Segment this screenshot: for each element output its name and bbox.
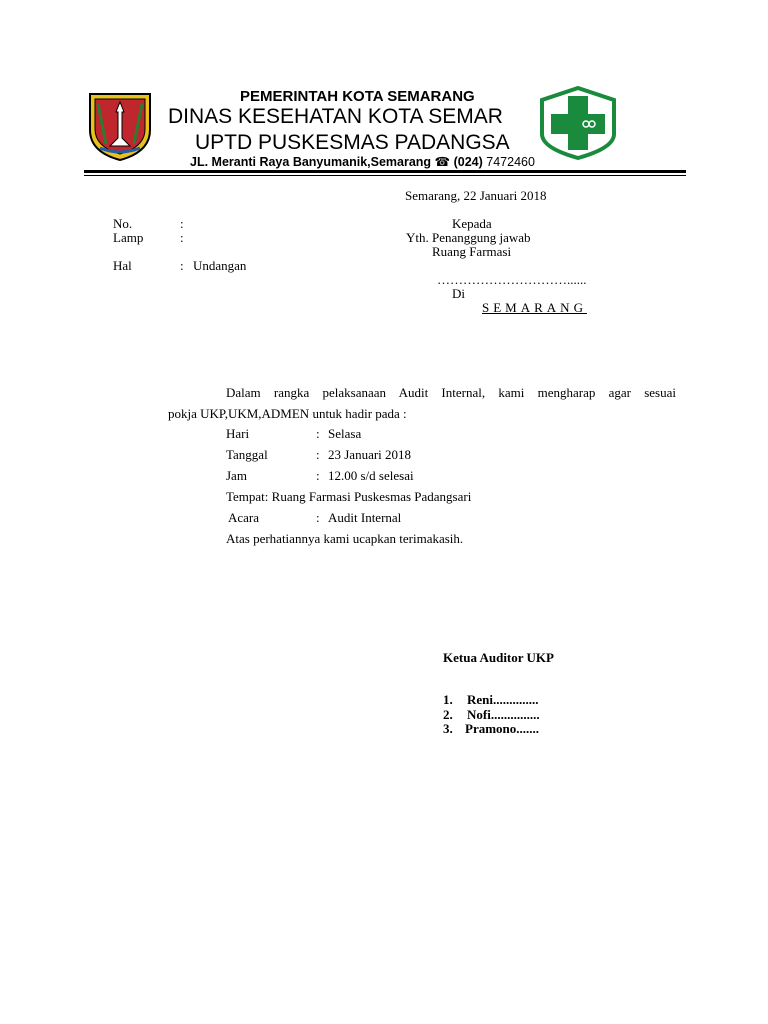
detail-label-tanggal: Tanggal	[226, 447, 268, 462]
signatory-num-3: 3.	[443, 721, 453, 736]
recipient-di: Di	[452, 286, 465, 301]
signatory-name-3: Pramono.......	[465, 721, 540, 736]
place-date: Semarang, 22 Januari 2018	[405, 188, 547, 203]
signatory-num-2: 2.	[443, 707, 453, 722]
detail-sep-tanggal: :	[316, 447, 320, 462]
letterhead-unit: UPTD PUSKESMAS PADANGSA	[195, 131, 510, 154]
letterhead-rule-thin	[84, 175, 686, 176]
detail-tempat: Tempat: Ruang Farmasi Puskesmas Padangsari	[226, 489, 472, 504]
meta-value-hal: Undangan	[193, 258, 247, 273]
body-line-1: Dalam rangka pelaksanaan Audit Internal, kami mengharap agar sesuai	[226, 385, 676, 400]
signatory-name-1: Reni..............	[467, 692, 539, 707]
meta-label-no: No.	[113, 216, 133, 231]
phone-icon: ☎	[434, 155, 451, 169]
signatory-name-2: Nofi...............	[467, 707, 540, 722]
body-paragraph	[168, 382, 676, 424]
recipient-yth: Yth. Penanggung jawab	[406, 230, 531, 245]
meta-sep-no: :	[180, 216, 184, 231]
detail-value-tanggal: 23 Januari 2018	[328, 447, 412, 462]
meta-sep-hal: :	[180, 258, 184, 273]
phone-code: (024)	[453, 155, 483, 169]
recipient-kepada: Kepada	[452, 216, 492, 231]
detail-label-hari: Hari	[226, 426, 250, 441]
recipient-unit: Ruang Farmasi	[432, 244, 512, 259]
signatory-num-1: 1.	[443, 692, 453, 707]
detail-sep-hari: :	[316, 426, 320, 441]
body-line-2: pokja UKP,UKM,ADMEN untuk hadir pada :	[168, 406, 407, 421]
meta-sep-lamp: :	[180, 230, 184, 245]
recipient-city: SEMARANG	[482, 300, 587, 315]
letterhead-agency: DINAS KESEHATAN KOTA SEMAR	[168, 105, 503, 128]
semarang-emblem-icon	[86, 90, 154, 162]
recipient-dots: …………………………......	[437, 272, 587, 287]
detail-sep-acara: :	[316, 510, 320, 525]
meta-label-lamp: Lamp	[113, 230, 144, 245]
puskesmas-logo-icon	[538, 86, 618, 160]
signatory-title: Ketua Auditor UKP	[443, 650, 554, 665]
detail-value-hari: Selasa	[328, 426, 362, 441]
detail-value-acara: Audit Internal	[328, 510, 402, 525]
letterhead-address-line	[190, 154, 535, 169]
detail-label-acara: Acara	[228, 510, 260, 525]
address-text: JL. Meranti Raya Banyumanik,Semarang	[190, 155, 432, 169]
letterhead-rule-thick	[84, 170, 686, 173]
detail-sep-jam: :	[316, 468, 320, 483]
phone-number: 7472460	[486, 155, 535, 169]
letterhead-government: PEMERINTAH KOTA SEMARANG	[240, 88, 475, 105]
detail-value-jam: 12.00 s/d selesai	[328, 468, 414, 483]
detail-label-jam: Jam	[226, 468, 247, 483]
meta-label-hal: Hal	[113, 258, 132, 273]
closing-text: Atas perhatiannya kami ucapkan terimakasih.	[226, 531, 464, 546]
